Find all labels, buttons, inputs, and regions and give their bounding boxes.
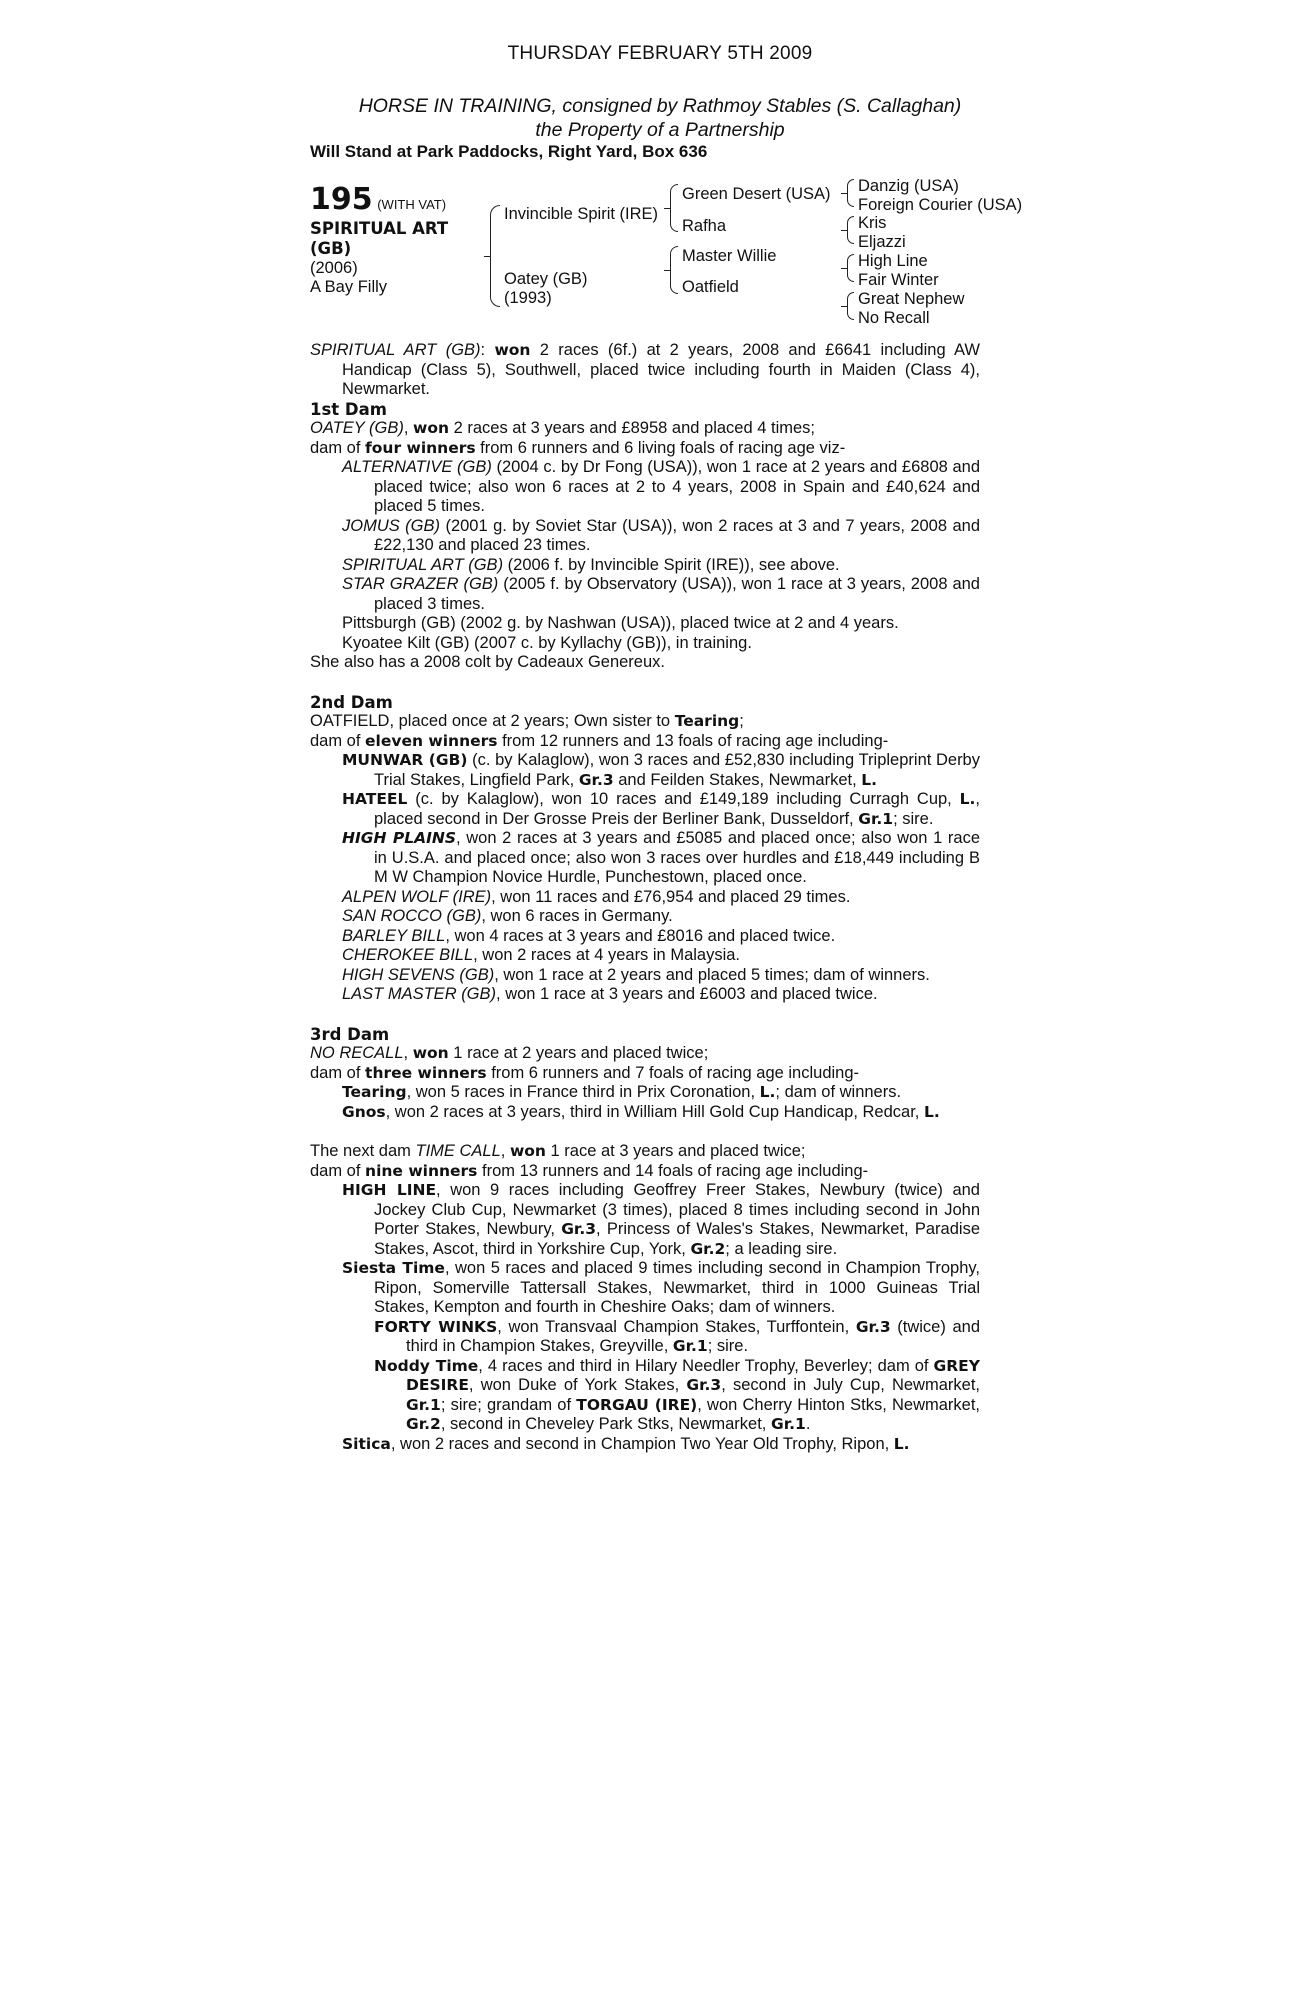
next-dam-produce: dam of nine winners from 13 runners and 14 foals of racing age including- bbox=[310, 1161, 869, 1180]
pedigree-brace bbox=[490, 205, 500, 307]
list-item: JOMUS (GB) (2001 g. by Soviet Star (USA)), won 2 races at 3 and 7 years, 2008 and £22,130 and placed 23 times. bbox=[342, 516, 980, 554]
lot-number: 195 bbox=[310, 182, 373, 217]
third-dam-produce: dam of three winners from 6 runners and 7 foals of racing age including- bbox=[310, 1063, 860, 1082]
list-item: SPIRITUAL ART (GB) (2006 f. by Invincible Spirit (IRE)), see above. bbox=[342, 555, 840, 574]
vat-note: (WITH VAT) bbox=[377, 197, 447, 212]
stand-location: Will Stand at Park Paddocks, Right Yard, Box 636 bbox=[310, 141, 708, 161]
pedigree-table bbox=[310, 177, 1023, 341]
horse-name-italic: SPIRITUAL ART (GB) bbox=[310, 341, 481, 359]
list-item: Kyoatee Kilt (GB) (2007 c. by Kyllachy (GB)), in training. bbox=[342, 633, 752, 652]
list-item: HATEEL (c. by Kalaglow), won 10 races and £149,189 including Curragh Cup, L., placed second in Der Grosse Preis der Berliner Bank, Dusseldorf, Gr.1; sire. bbox=[342, 790, 980, 828]
list-item: Sitica, won 2 races and second in Champion Two Year Old Trophy, Ripon, L. bbox=[342, 1434, 910, 1453]
lot-number-line bbox=[310, 183, 446, 217]
list-item: LAST MASTER (GB), won 1 race at 3 years and £6003 and placed twice. bbox=[342, 985, 878, 1003]
catalogue-body bbox=[310, 341, 980, 1454]
next-dam-record: The next dam TIME CALL, won 1 race at 3 years and placed twice; bbox=[310, 1142, 806, 1160]
sire: Invincible Spirit (IRE) bbox=[504, 205, 659, 223]
horse-name: SPIRITUAL ART bbox=[310, 219, 449, 238]
pedigree-brace bbox=[847, 179, 854, 207]
list-item: Noddy Time, 4 races and third in Hilary Needler Trophy, Beverley; dam of GREY DESIRE, won Duke of York Stakes, Gr.3, second in July Cup, Newmarket, Gr.1; sire; grandam of TORGAU (IRE), won Cherry Hinton Stks, Newmarket, Gr.2, second in Cheveley Park Stks, Newmarket, Gr.1. bbox=[374, 1356, 980, 1433]
list-item: ALTERNATIVE (GB) (2004 c. by Dr Fong (USA)), won 1 race at 2 years and £6808 and placed twice; also won 6 races at 2 to 4 years, 2008 in Spain and £40,624 and placed 5 times. bbox=[342, 458, 980, 515]
sire-dam: Rafha bbox=[682, 217, 727, 235]
list-item: SAN ROCCO (GB), won 6 races in Germany. bbox=[342, 907, 673, 925]
list-item: STAR GRAZER (GB) (2005 f. by Observatory (USA)), won 1 race at 3 years, 2008 and placed 3 times. bbox=[342, 575, 980, 613]
pedigree-brace bbox=[670, 246, 678, 294]
first-dam-heading: 1st Dam bbox=[310, 399, 387, 419]
list-item: ALPEN WOLF (IRE), won 11 races and £76,954 and placed 29 times. bbox=[342, 887, 851, 906]
horse-description: A Bay Filly bbox=[310, 278, 388, 296]
list-item: MUNWAR (GB) (c. by Kalaglow), won 3 races and £52,830 including Tripleprint Derby Trial Stakes, Lingfield Park, Gr.3 and Feilden Stakes, Newmarket, L. bbox=[342, 751, 980, 789]
second-dam-heading: 2nd Dam bbox=[310, 692, 393, 712]
list-item: HIGH PLAINS, won 2 races at 3 years and £5085 and placed once; also won 1 race in U.S.A. and placed once; also won 3 races over hurdles and £18,449 including B M W Champion Novice Hurdle, Punchestown, placed once. bbox=[342, 829, 981, 886]
second-dam-record: OATFIELD, placed once at 2 years; Own sister to Tearing; bbox=[310, 712, 744, 730]
sire-sire: Green Desert (USA) bbox=[682, 185, 831, 203]
sale-date: THURSDAY FEBRUARY 5TH 2009 bbox=[507, 43, 813, 64]
dam-dam: Oatfield bbox=[682, 278, 739, 296]
list-item: Pittsburgh (GB) (2002 g. by Nashwan (USA)), placed twice at 2 and 4 years. bbox=[342, 614, 899, 632]
third-dam-record: NO RECALL, won 1 race at 2 years and placed twice; bbox=[310, 1044, 709, 1062]
list-item: Siesta Time, won 5 races and placed 9 times including second in Champion Trophy, Ripon, Somerville Tattersall Stakes, Newmarket, third in 1000 Guineas Trial Stakes, Kempton and fourth in Cheshire Oaks; dam of winners. bbox=[342, 1259, 981, 1316]
dam-year: (1993) bbox=[504, 289, 552, 307]
list-item: FORTY WINKS, won Transvaal Champion Stakes, Turffontein, Gr.3 (twice) and third in Champion Stakes, Greyville, Gr.1; sire. bbox=[374, 1317, 980, 1355]
list-item: HIGH SEVENS (GB), won 1 race at 2 years and placed 5 times; dam of winners. bbox=[342, 965, 930, 984]
list-item: BARLEY BILL, won 4 races at 3 years and £8016 and placed twice. bbox=[342, 926, 836, 945]
first-dam-record: OATEY (GB), won 2 races at 3 years and £8958 and placed 4 times; bbox=[310, 419, 815, 437]
foaling-year: (2006) bbox=[310, 259, 358, 277]
pedigree-g5: High Line bbox=[858, 252, 928, 270]
pedigree-brace bbox=[670, 184, 678, 232]
list-item: Gnos, won 2 races at 3 years, third in William Hill Gold Cup Handicap, Redcar, L. bbox=[342, 1102, 940, 1121]
list-item: CHEROKEE BILL, won 2 races at 4 years in Malaysia. bbox=[342, 946, 741, 964]
first-dam-produce: dam of four winners from 6 runners and 6 living foals of racing age viz- bbox=[310, 438, 846, 457]
pedigree-brace bbox=[847, 254, 854, 282]
third-dam-heading: 3rd Dam bbox=[310, 1024, 390, 1044]
pedigree-g3: Kris bbox=[858, 214, 887, 232]
pedigree-g1: Danzig (USA) bbox=[858, 177, 959, 195]
property-line: the Property of a Partnership bbox=[535, 118, 785, 141]
pedigree-brace bbox=[847, 292, 854, 320]
pedigree-g6: Fair Winter bbox=[858, 271, 939, 289]
list-item: Tearing, won 5 races in France third in Prix Coronation, L.; dam of winners. bbox=[342, 1083, 902, 1101]
pedigree-brace bbox=[847, 216, 854, 244]
pedigree-g7: Great Nephew bbox=[858, 290, 965, 308]
list-item: HIGH LINE, won 9 races including Geoffrey Freer Stakes, Newbury (twice) and Jockey Club Cup, Newmarket (3 times), placed 8 times including second in John Porter Stakes, Newbury, Gr.3, Princess of Wales's Stakes, Newmarket, Paradise Stakes, Ascot, third in Yorkshire Cup, York, Gr.2; a leading sire. bbox=[342, 1181, 980, 1258]
race-record: SPIRITUAL ART (GB): won 2 races (6f.) at 2 years, 2008 and £6641 including AW Handicap (Class 5), Southwell, placed twice including fourth in Maiden (Class 4), Newmarket. bbox=[310, 341, 980, 398]
catalogue-page bbox=[310, 0, 1023, 1454]
also-note: She also has a 2008 colt by Cadeaux Genereux. bbox=[310, 653, 665, 671]
consignor-line: HORSE IN TRAINING, consigned by Rathmoy Stables (S. Callaghan) bbox=[358, 94, 962, 117]
dam-sire: Master Willie bbox=[682, 247, 777, 265]
horse-name-suffix: (GB) bbox=[310, 239, 352, 258]
pedigree-g2: Foreign Courier (USA) bbox=[858, 196, 1023, 214]
dam: Oatey (GB) bbox=[504, 270, 588, 288]
pedigree-g4: Eljazzi bbox=[858, 233, 906, 251]
second-dam-produce: dam of eleven winners from 12 runners and 13 foals of racing age including- bbox=[310, 731, 889, 750]
pedigree-g8: No Recall bbox=[858, 309, 930, 327]
